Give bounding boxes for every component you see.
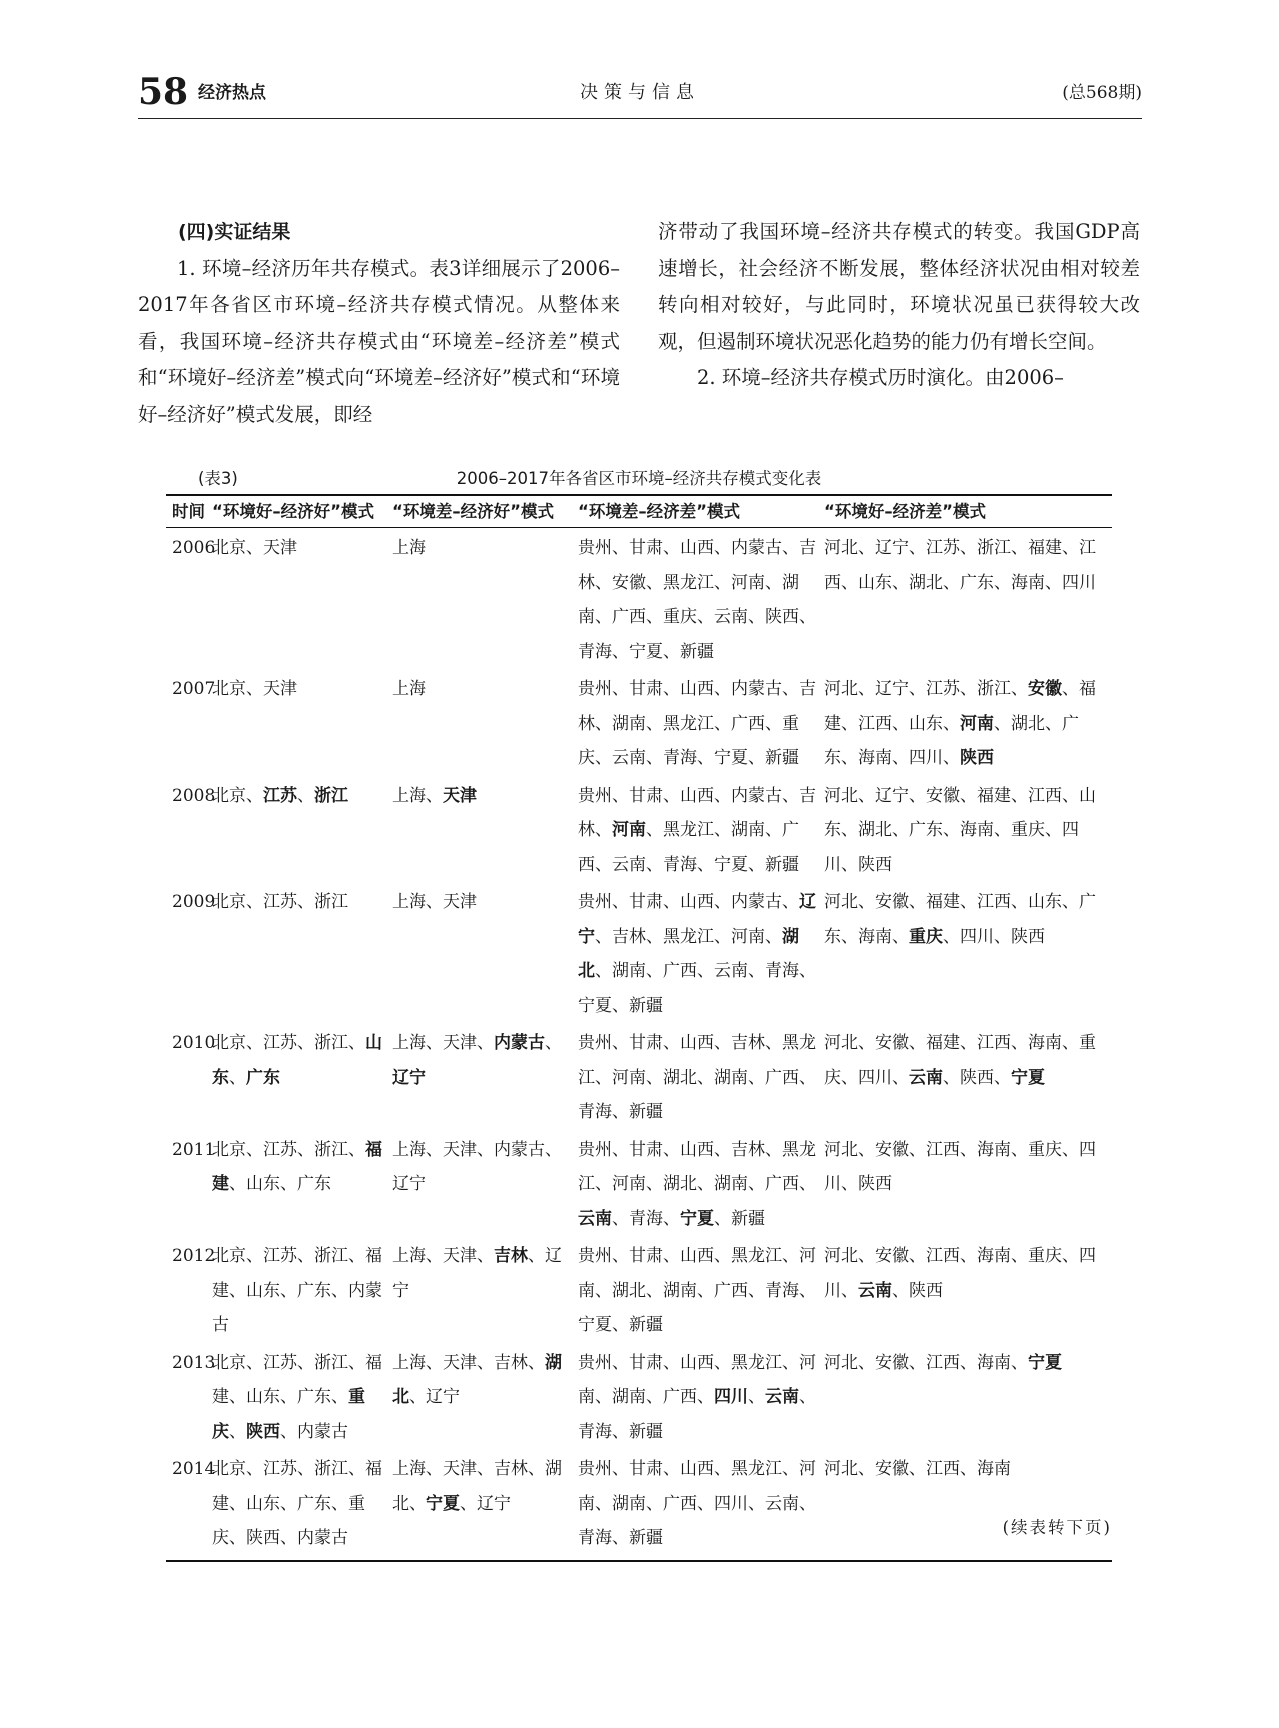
table-header-row [166, 495, 1112, 528]
province-text: 、 [297, 785, 314, 806]
province-text: 、青海、 [612, 1208, 680, 1229]
province-text: 上海、天津 [392, 892, 477, 912]
changed-province: 陕西 [246, 1421, 280, 1442]
year-cell: 2006 [172, 538, 216, 558]
issue-number: (总568期) [1062, 83, 1142, 103]
province-text: 河北、安徽、江西、海南、重庆、四川、 [824, 1246, 1096, 1301]
province-text: 河北、辽宁、江苏、浙江、 [824, 679, 1028, 699]
province-cell [212, 528, 392, 670]
province-cell [392, 1023, 578, 1130]
province-cell [824, 1449, 1112, 1561]
province-cell [392, 776, 578, 883]
changed-province: 广东 [246, 1067, 280, 1088]
province-text: 、四川、陕西 [943, 926, 1045, 947]
changed-province: 宁夏 [680, 1208, 714, 1229]
table-row [166, 528, 1112, 670]
province-text: 、青海、新疆 [578, 1387, 816, 1442]
province-cell [392, 1343, 578, 1450]
changed-province: 宁夏 [1011, 1067, 1045, 1088]
paragraph: 1. 环境–经济历年共存模式。表3详细展示了2006–2017年各省区市环境–经济共存模式情况。从整体来看，我国环境–经济共存模式由“环境差–经济差”模式和“环境好–经济差”模式向“环境差–经济好”模式和“环境好–经济好”模式发展，即经 [138, 256, 620, 426]
province-text: 上海、天津、 [392, 1246, 494, 1266]
province-cell [578, 1343, 824, 1450]
province-cell [578, 528, 824, 670]
table-row [166, 1023, 1112, 1130]
province-text: 、陕西、 [943, 1067, 1011, 1088]
province-text: 、 [545, 1033, 562, 1053]
province-cell [212, 1449, 392, 1561]
province-text: 贵州、甘肃、山西、黑龙江、河南、湖南、广西、四川、云南、青海、新疆 [578, 1459, 816, 1548]
changed-province: 陕西 [960, 748, 994, 768]
page-number: 58 [138, 71, 189, 113]
running-header [138, 72, 1142, 120]
section-name: 经济热点 [198, 83, 266, 103]
table-row [166, 1236, 1112, 1343]
changed-province: 吉林 [494, 1246, 528, 1266]
table-caption [166, 466, 1112, 492]
year-cell: 2010 [172, 1033, 216, 1053]
province-cell [212, 1236, 392, 1343]
header-good-env-poor-econ: “环境好–经济差”模式 [824, 495, 1112, 528]
province-text: 北京、 [212, 785, 263, 806]
changed-province: 重庆 [212, 1387, 365, 1442]
province-cell [578, 1023, 824, 1130]
province-text: 、 [229, 1067, 246, 1088]
province-text: 、辽宁 [409, 1387, 460, 1407]
table-row [166, 1343, 1112, 1450]
province-text: 、陕西 [892, 1280, 943, 1301]
province-text: 北京、江苏、浙江、 [212, 1139, 365, 1160]
province-text: 贵州、甘肃、山西、内蒙古、吉林、 [578, 785, 816, 840]
province-text: 、吉林、黑龙江、河南、 [595, 926, 782, 947]
province-text: 、 [229, 1421, 246, 1442]
province-text: 贵州、甘肃、山西、吉林、黑龙江、河南、湖北、湖南、广西、青海、新疆 [578, 1033, 816, 1122]
province-text: 、辽宁 [392, 1246, 562, 1301]
province-cell [212, 1023, 392, 1130]
province-text: 、辽宁 [460, 1493, 511, 1514]
table-row [166, 669, 1112, 776]
province-text: 北京、江苏、浙江、福建、山东、广东、重庆、陕西、内蒙古 [212, 1459, 382, 1548]
year-cell: 2007 [172, 679, 216, 699]
year-cell: 2011 [172, 1139, 216, 1160]
province-cell [578, 882, 824, 1023]
header-poor-env-good-econ: “环境差–经济好”模式 [392, 495, 578, 528]
changed-province: 宁夏 [426, 1493, 460, 1514]
province-text: 、 [748, 1387, 765, 1407]
province-text: 贵州、甘肃、山西、内蒙古、吉林、安徽、黑龙江、河南、湖南、广西、重庆、云南、陕西、青海、宁夏、新疆 [578, 538, 816, 662]
year-cell: 2012 [172, 1246, 216, 1266]
province-text: 河北、安徽、福建、江西、海南、重庆、四川、 [824, 1033, 1096, 1088]
pattern-table [166, 494, 1112, 1562]
province-cell [824, 776, 1112, 883]
changed-province: 宁夏 [1028, 1352, 1062, 1373]
table-row [166, 1130, 1112, 1237]
province-cell [212, 1343, 392, 1450]
province-cell [392, 1449, 578, 1561]
changed-province: 四川 [714, 1387, 748, 1407]
province-cell [824, 1130, 1112, 1237]
province-text: 贵州、甘肃、山西、黑龙江、河南、湖南、广西、 [578, 1352, 816, 1407]
province-text: 北京、江苏、浙江、福建、山东、广东、 [212, 1352, 382, 1407]
header-rule [138, 118, 1142, 119]
year-cell: 2014 [166, 1449, 212, 1561]
province-text: 上海、 [392, 785, 443, 806]
province-text: 北京、江苏、浙江 [212, 892, 348, 912]
changed-province: 湖北 [578, 926, 799, 981]
province-text: 、内蒙古 [280, 1421, 348, 1442]
province-cell [578, 669, 824, 776]
province-text: 上海 [392, 538, 426, 558]
province-text: 、福建、江西、山东、 [824, 679, 1096, 734]
paragraph: 济带动了我国环境–经济共存模式的转变。我国GDP高速增长，社会经济不断发展，整体经济状况由相对较差转向相对较好，与此同时，环境状况虽已获得较大改观，但遏制环境状况恶化趋势的能力仍有增长空间。 [658, 220, 1140, 353]
province-text: 、湖南、广西、云南、青海、宁夏、新疆 [578, 961, 816, 1016]
province-cell [578, 776, 824, 883]
province-cell [212, 882, 392, 1023]
province-text: 河北、安徽、福建、江西、山东、广东、海南、 [824, 892, 1096, 947]
changed-province: 云南 [765, 1387, 799, 1407]
changed-province: 重庆 [909, 926, 943, 947]
province-cell [392, 882, 578, 1023]
changed-province: 云南 [909, 1067, 943, 1088]
province-text: 北京、江苏、浙江、福建、山东、广东、内蒙古 [212, 1246, 382, 1335]
province-cell [212, 776, 392, 883]
changed-province: 天津 [443, 785, 477, 806]
section-subheading: (四)实证结果 [178, 221, 291, 243]
changed-province: 山东 [212, 1033, 382, 1088]
province-text: 、山东、广东 [229, 1174, 331, 1194]
province-cell [392, 669, 578, 776]
table-row [166, 776, 1112, 883]
province-text: 贵州、甘肃、山西、黑龙江、河南、湖北、湖南、广西、青海、宁夏、新疆 [578, 1246, 816, 1335]
province-cell [824, 1343, 1112, 1450]
province-cell [392, 1236, 578, 1343]
province-text: 、黑龙江、湖南、广西、云南、青海、宁夏、新疆 [578, 820, 799, 875]
changed-province: 内蒙古 [494, 1033, 545, 1053]
changed-province: 辽宁 [578, 892, 816, 947]
changed-province: 江苏 [263, 785, 297, 806]
changed-province: 浙江 [314, 785, 348, 806]
province-text: 上海、天津、吉林、湖北、 [392, 1459, 562, 1514]
paragraph: 2. 环境–经济共存模式历时演化。由2006– [697, 366, 1064, 389]
changed-province: 福建 [212, 1139, 382, 1194]
changed-province: 河南 [612, 820, 646, 840]
province-text: 北京、江苏、浙江、 [212, 1033, 365, 1053]
table-row [166, 1449, 1112, 1561]
table-label: (表3) [198, 469, 238, 488]
table-row [166, 882, 1112, 1023]
changed-province: 云南 [858, 1280, 892, 1301]
changed-province: 安徽 [1028, 679, 1062, 699]
province-text: 上海、天津、内蒙古、辽宁 [392, 1139, 562, 1194]
province-cell [824, 1023, 1112, 1130]
province-text: 、湖北、广东、海南、四川、 [824, 713, 1079, 768]
table-body [166, 528, 1112, 1561]
province-cell [578, 1236, 824, 1343]
province-cell [392, 528, 578, 670]
province-text: 贵州、甘肃、山西、内蒙古、 [578, 892, 799, 912]
province-cell [578, 1449, 824, 1561]
header-year: 时间 [166, 495, 212, 528]
continued-note: (续表转下页) [1002, 1518, 1112, 1537]
province-cell [392, 1130, 578, 1237]
province-cell [824, 528, 1112, 670]
header-poor-env-poor-econ: “环境差–经济差”模式 [578, 495, 824, 528]
changed-province: 辽宁 [392, 1067, 426, 1088]
province-cell [824, 1236, 1112, 1343]
table-title: 2006–2017年各省区市环境–经济共存模式变化表 [456, 469, 822, 488]
province-cell [212, 1130, 392, 1237]
changed-province: 湖北 [392, 1352, 562, 1407]
province-text: 河北、辽宁、安徽、福建、江西、山东、湖北、广东、海南、重庆、四川、陕西 [824, 785, 1096, 875]
province-text: 、新疆 [714, 1208, 765, 1229]
province-text: 贵州、甘肃、山西、内蒙古、吉林、湖南、黑龙江、广西、重庆、云南、青海、宁夏、新疆 [578, 679, 816, 768]
province-text: 上海、天津、吉林、 [392, 1352, 545, 1373]
year-cell: 2009 [172, 892, 216, 912]
province-text: 上海、天津、 [392, 1033, 494, 1053]
province-text: 河北、辽宁、江苏、浙江、福建、江西、山东、湖北、广东、海南、四川 [824, 538, 1096, 593]
province-cell [824, 669, 1112, 776]
changed-province: 河南 [960, 713, 994, 734]
left-column [138, 214, 620, 433]
header-good-env-good-econ: “环境好–经济好”模式 [212, 495, 392, 528]
year-cell: 2008 [172, 785, 216, 806]
province-text: 河北、安徽、江西、海南、重庆、四川、陕西 [824, 1139, 1096, 1194]
province-cell [212, 669, 392, 776]
province-text: 北京、天津 [212, 679, 297, 699]
journal-name: 决策与信息 [580, 82, 700, 103]
province-text: 北京、天津 [212, 538, 297, 558]
province-text: 上海 [392, 679, 426, 699]
province-text: 河北、安徽、江西、海南 [824, 1459, 1011, 1479]
province-cell [824, 882, 1112, 1023]
province-text: 河北、安徽、江西、海南、 [824, 1352, 1028, 1373]
changed-province: 云南 [578, 1208, 612, 1229]
year-cell: 2013 [172, 1352, 216, 1373]
province-cell [578, 1130, 824, 1237]
right-column [658, 214, 1140, 397]
province-text: 贵州、甘肃、山西、吉林、黑龙江、河南、湖北、湖南、广西、 [578, 1139, 816, 1194]
